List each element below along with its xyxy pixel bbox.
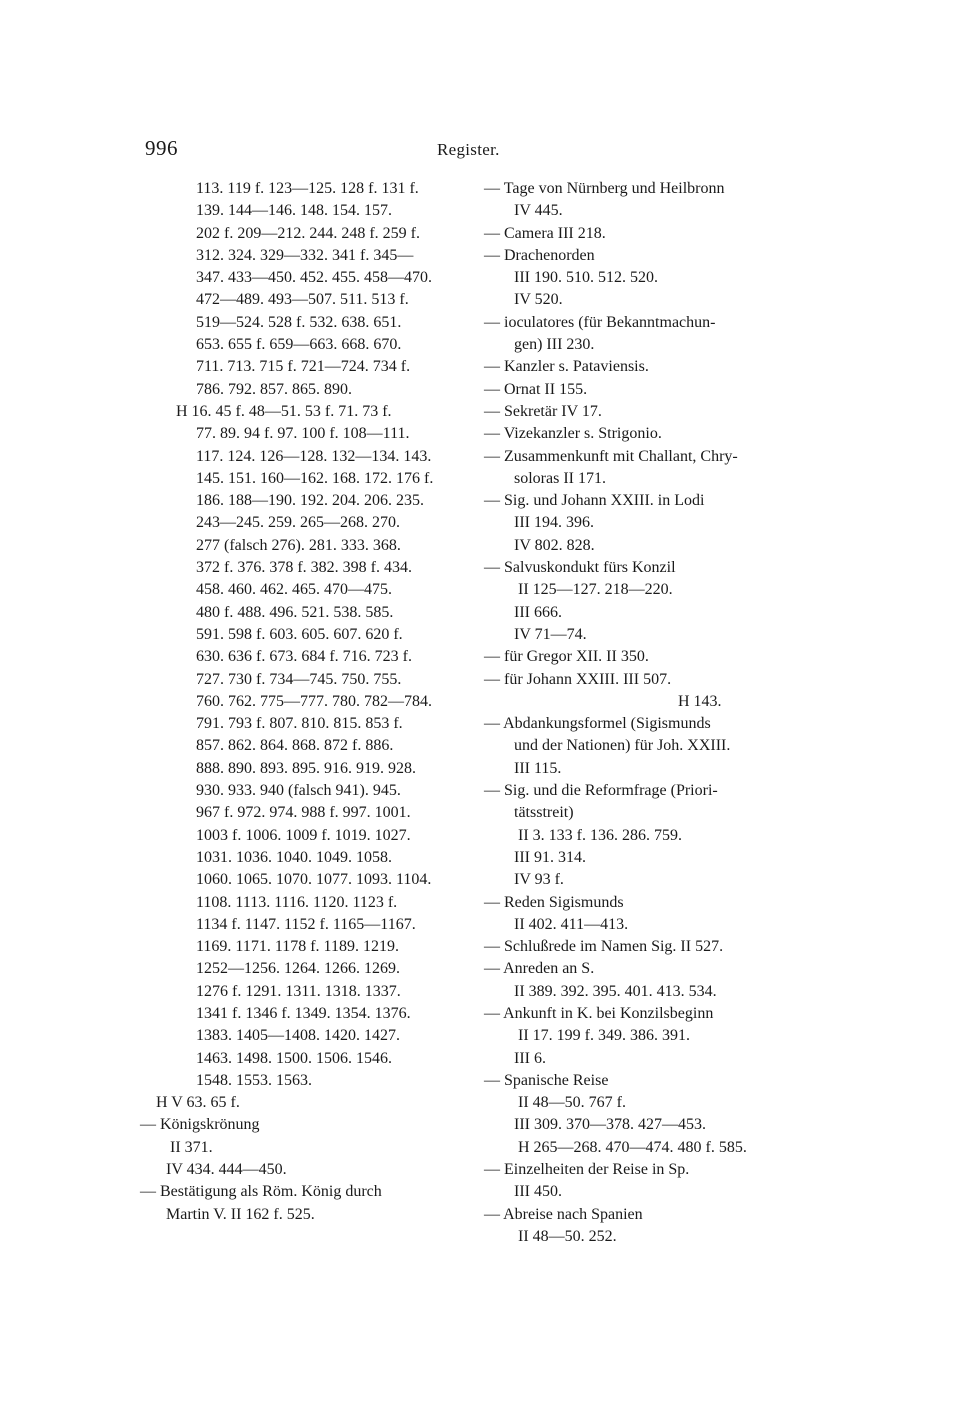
index-line: 347. 433—450. 452. 455. 458—470.	[196, 269, 432, 287]
index-entry: — Drachenorden	[484, 246, 595, 264]
index-entry: — Spanische Reise	[484, 1071, 609, 1089]
index-line: soloras II 171.	[514, 469, 606, 487]
index-line: 1341 f. 1346 f. 1349. 1354. 1376.	[196, 1004, 411, 1022]
index-line: III 6.	[514, 1049, 546, 1067]
index-entry: — für Gregor XII. II 350.	[484, 648, 649, 666]
index-line: 930. 933. 940 (falsch 941). 945.	[196, 782, 401, 800]
index-line: 117. 124. 126—128. 132—134. 143.	[196, 447, 432, 465]
index-line: III 450.	[514, 1183, 562, 1201]
index-entry: — Reden Sigismunds	[484, 893, 624, 911]
index-entry: — Abdankungsformel (Sigismunds	[484, 715, 711, 733]
index-line: 967 f. 972. 974. 988 f. 997. 1001.	[196, 804, 411, 822]
index-line: 1060. 1065. 1070. 1077. 1093. 1104.	[196, 871, 432, 889]
index-line: II 402. 411—413.	[514, 915, 629, 933]
index-line: 727. 730 f. 734—745. 750. 755.	[196, 670, 402, 688]
index-line: 312. 324. 329—332. 341 f. 345—	[196, 246, 414, 264]
index-line: III 309. 370—378. 427—453.	[514, 1116, 706, 1134]
index-entry: — Sig. und die Reformfrage (Priori-	[484, 782, 718, 800]
index-entry: — Abreise nach Spanien	[484, 1205, 643, 1223]
index-entry: — Zusammenkunft mit Challant, Chry-	[484, 447, 738, 465]
index-line: 202 f. 209—212. 244. 248 f. 259 f.	[196, 224, 420, 242]
index-line: 653. 655 f. 659—663. 668. 670.	[196, 336, 402, 354]
index-entry: — Anreden an S.	[484, 960, 595, 978]
running-head: Register.	[437, 140, 500, 159]
index-column-right	[484, 178, 824, 1248]
index-line: 1463. 1498. 1500. 1506. 1546.	[196, 1049, 392, 1067]
index-line: 1252—1256. 1264. 1266. 1269.	[196, 960, 400, 978]
index-line: 277 (falsch 276). 281. 333. 368.	[196, 536, 401, 554]
index-line: 186. 188—190. 192. 204. 206. 235.	[196, 492, 424, 510]
index-entry: — Sekretär IV 17.	[484, 402, 602, 420]
index-line: III 194. 396.	[514, 514, 594, 532]
index-entry: — Tage von Nürnberg und Heilbronn	[484, 180, 725, 197]
index-line: Martin V. II 162 f. 525.	[166, 1205, 315, 1223]
index-line: 472—489. 493—507. 511. 513 f.	[196, 291, 409, 309]
index-line: 630. 636 f. 673. 684 f. 716. 723 f.	[196, 648, 412, 666]
index-line: III 91. 314.	[514, 848, 586, 866]
index-line: III 115.	[514, 759, 562, 777]
index-entry: — Sig. und Johann XXIII. in Lodi	[484, 492, 705, 510]
index-line: 480 f. 488. 496. 521. 538. 585.	[196, 603, 394, 621]
index-line: II 48—50. 252.	[518, 1227, 617, 1245]
index-entry: — Salvuskondukt fürs Konzil	[484, 559, 676, 577]
index-line: 711. 713. 715 f. 721—724. 734 f.	[196, 358, 411, 376]
index-line: II 17. 199 f. 349. 386. 391.	[518, 1027, 690, 1045]
index-line: IV 434. 444—450.	[166, 1161, 287, 1179]
index-line: tätsstreit)	[514, 804, 574, 822]
index-line: 1003 f. 1006. 1009 f. 1019. 1027.	[196, 826, 411, 844]
index-line: 888. 890. 893. 895. 916. 919. 928.	[196, 759, 416, 777]
index-line: 1169. 1171. 1178 f. 1189. 1219.	[196, 938, 399, 956]
index-line: 786. 792. 857. 865. 890.	[196, 380, 352, 398]
index-entry: — für Johann XXIII. III 507.	[484, 670, 672, 688]
index-entry: — Schlußrede im Namen Sig. II 527.	[484, 938, 724, 956]
index-line: II 48—50. 767 f.	[518, 1094, 626, 1112]
index-entry: — ioculatores (für Bekanntmachun-	[484, 313, 716, 331]
index-line: III 666.	[514, 603, 562, 621]
index-line: II 389. 392. 395. 401. 413. 534.	[514, 982, 717, 1000]
index-line: 857. 862. 864. 868. 872 f. 886.	[196, 737, 394, 755]
index-line: 1383. 1405—1408. 1420. 1427.	[196, 1027, 400, 1045]
index-line: 791. 793 f. 807. 810. 815. 853 f.	[196, 715, 403, 733]
index-line: IV 445.	[514, 202, 563, 220]
index-line: 1108. 1113. 1116. 1120. 1123 f.	[196, 893, 398, 911]
index-entry: — Einzelheiten der Reise in Sp.	[484, 1161, 690, 1179]
index-line: II 125—127. 218—220.	[518, 581, 673, 599]
index-entry: — Kanzler s. Pataviensis.	[484, 358, 649, 376]
index-line: 519—524. 528 f. 532. 638. 651.	[196, 313, 402, 331]
index-line: 591. 598 f. 603. 605. 607. 620 f.	[196, 625, 403, 643]
index-line: 113. 119 f. 123—125. 128 f. 131 f.	[196, 180, 419, 197]
index-line: 372 f. 376. 378 f. 382. 398 f. 434.	[196, 559, 412, 577]
index-entry: — Ornat II 155.	[484, 380, 588, 398]
index-line: IV 802. 828.	[514, 536, 595, 554]
index-line: 1548. 1553. 1563.	[196, 1071, 312, 1089]
index-line: III 190. 510. 512. 520.	[514, 269, 658, 287]
index-line: IV 93 f.	[514, 871, 564, 889]
index-line: II 3. 133 f. 136. 286. 759.	[518, 826, 682, 844]
index-column-left	[140, 178, 470, 1226]
page-number: 996	[145, 136, 178, 160]
index-line: 1134 f. 1147. 1152 f. 1165—1167.	[196, 915, 416, 933]
index-line: 77. 89. 94 f. 97. 100 f. 108—111.	[196, 425, 410, 443]
index-line: 458. 460. 462. 465. 470—475.	[196, 581, 392, 599]
index-line: 243—245. 259. 265—268. 270.	[196, 514, 400, 532]
index-line: H 143.	[678, 692, 722, 710]
index-line: II 371.	[170, 1138, 213, 1156]
index-entry: — Königskrönung	[140, 1116, 260, 1134]
index-line: H V 63. 65 f.	[156, 1094, 240, 1112]
index-line: H 265—268. 470—474. 480 f. 585.	[518, 1138, 747, 1156]
index-entry: — Camera III 218.	[484, 224, 606, 242]
index-line: H 16. 45 f. 48—51. 53 f. 71. 73 f.	[176, 402, 392, 420]
index-line: 139. 144—146. 148. 154. 157.	[196, 202, 392, 220]
index-line: IV 71—74.	[514, 625, 587, 643]
index-line: 760. 762. 775—777. 780. 782—784.	[196, 692, 432, 710]
index-line: 145. 151. 160—162. 168. 172. 176 f.	[196, 469, 434, 487]
index-entry: — Vizekanzler s. Strigonio.	[484, 425, 662, 443]
index-entry: — Ankunft in K. bei Konzilsbeginn	[484, 1004, 714, 1022]
index-line: und der Nationen) für Joh. XXIII.	[514, 737, 731, 755]
index-line: 1031. 1036. 1040. 1049. 1058.	[196, 848, 392, 866]
index-line: 1276 f. 1291. 1311. 1318. 1337.	[196, 982, 401, 1000]
index-entry: — Bestätigung als Röm. König durch	[140, 1183, 382, 1201]
index-line: IV 520.	[514, 291, 563, 309]
index-line: gen) III 230.	[514, 336, 595, 354]
